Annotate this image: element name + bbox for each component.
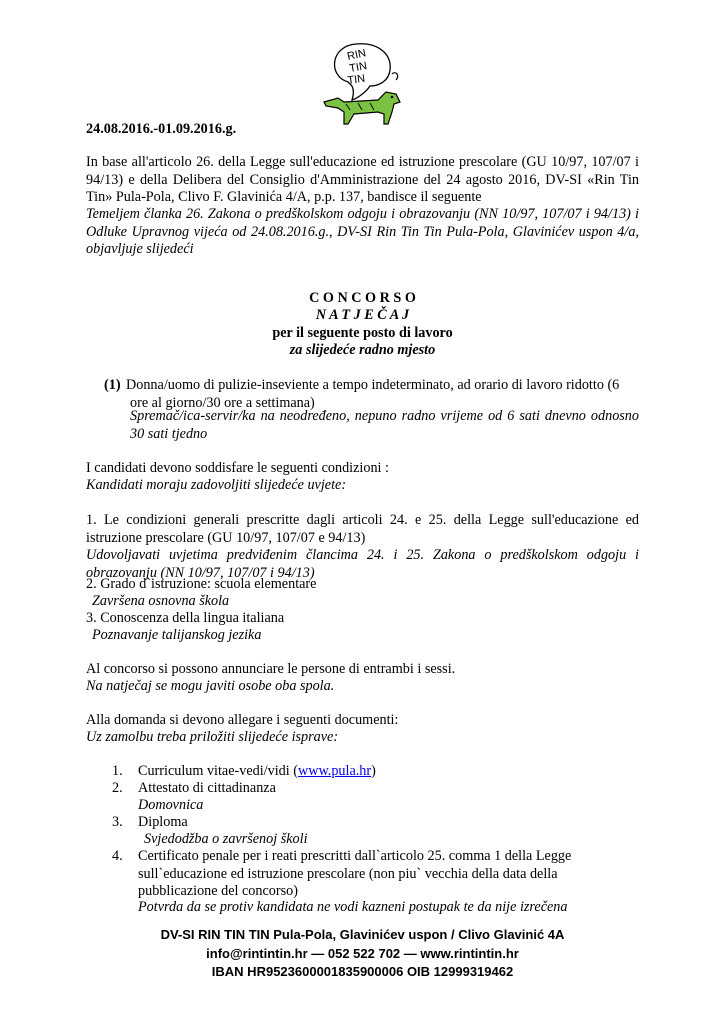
- condition-2-croatian: Završena osnovna škola: [92, 593, 230, 609]
- footer-bank-info: IBAN HR9523600001835900006 OIB 12999319462: [211, 964, 514, 979]
- gender-note-italian: Al concorso si possono annunciare le persone di entrambi i sessi.: [86, 661, 456, 677]
- conditions-intro-croatian: Kandidati moraju zadovoljiti slijedeće uvjete:: [86, 477, 347, 493]
- logo-text-1: RIN: [346, 47, 368, 63]
- date-range: 24.08.2016.-01.09.2016.g.: [86, 121, 237, 137]
- document-2-number: 2.: [112, 780, 123, 796]
- condition-1-croatian: Udovoljavati uvjetima predviđenim člancima 24. i 25. Zakona o predškolskom odgoju i obrazovanju (NN 10/97, 107/07 i 94/13): [86, 547, 639, 581]
- subtitle-croatian: za slijedeće radno mjesto: [289, 342, 436, 358]
- documents-intro-croatian: Uz zamolbu treba priložiti slijedeće isprave:: [86, 729, 339, 745]
- condition-3-italian: 3. Conoscenza della lingua italiana: [86, 610, 285, 626]
- document-4-number: 4.: [112, 848, 123, 864]
- subtitle-italian: per il seguente posto di lavoro: [272, 325, 453, 341]
- conditions-intro-italian: I candidati devono soddisfare le seguenti condizioni :: [86, 460, 389, 476]
- logo-text-3: TIN: [346, 72, 366, 87]
- gender-note-croatian: Na natječaj se mogu javiti osobe oba spola.: [86, 678, 335, 694]
- document-3-italian: Diploma: [138, 814, 188, 830]
- pula-link[interactable]: www.pula.hr: [297, 763, 372, 779]
- footer-contacts: info@rintintin.hr — 052 522 702 — www.rintintin.hr: [206, 946, 519, 961]
- title-natjecaj: N A T J E Č A J: [315, 307, 410, 323]
- document-4-italian: Certificato penale per i reati prescritti dall`articolo 25. comma 1 della Legge sull`educazione ed istruzione prescolare (non piu` vecchia della data della pubblicazione del concorso): [138, 848, 572, 899]
- position-number: (1): [104, 377, 121, 393]
- condition-2-italian: 2. Grado d`istruzione: scuola elementare: [86, 576, 317, 592]
- document-3-number: 3.: [112, 814, 123, 830]
- document-1-item: [138, 763, 376, 781]
- title-concorso: C O N C O R S O: [309, 290, 416, 306]
- document-2-italian: Attestato di cittadinanza: [138, 780, 276, 796]
- documents-intro-italian: Alla domanda si devono allegare i seguenti documenti:: [86, 712, 399, 728]
- condition-1-italian: 1. Le condizioni generali prescritte dagli articoli 24. e 25. della Legge sull'educazione ed istruzione prescolare (GU 10/97, 107/07 e 94/13): [86, 512, 639, 546]
- rin-tin-tin-logo: [318, 40, 414, 132]
- document-2-croatian: Domovnica: [138, 797, 204, 813]
- document-3-croatian: Svjedodžba o završenoj školi: [144, 831, 308, 847]
- document-1-number: 1.: [112, 763, 123, 779]
- document-1-close: ): [371, 763, 376, 779]
- intro-croatian: Temeljem članka 26. Zakona o predškolskom odgoju i obrazovanju (NN 10/97, 107/07 i 94/13) i Odluke Upravnog vijeća od 24.08.2016.g., DV-SI Rin Tin Tin Pula-Pola, Glavinićev uspon 4/a, objavljuje slijedeći: [86, 206, 639, 257]
- position-croatian: Spremač/ica-servir/ka na neodređeno, nepuno radno vrijeme od 6 sati dnevno odnosno 30 sati tjedno: [130, 408, 639, 442]
- document-1-text: Curriculum vitae-vedi/vidi (: [138, 763, 298, 779]
- footer-address: DV-SI RIN TIN TIN Pula-Pola, Glavinićev uspon / Clivo Glavinić 4A: [160, 927, 565, 942]
- logo-text-2: TIN: [348, 60, 368, 75]
- document-4-croatian: Potvrda da se protiv kandidata ne vodi kazneni postupak te da nije izrečena: [138, 899, 568, 915]
- dog-logo-icon: [318, 40, 414, 132]
- condition-3-croatian: Poznavanje talijanskog jezika: [92, 627, 262, 643]
- intro-italian: In base all'articolo 26. della Legge sull'educazione ed istruzione prescolare (GU 10/97, 107/07 i 94/13) e della Delibera del Consiglio d'Amministrazione del 24 agosto 2016, DV-SI «Rin Tin Tin» Pula-Pola, Clivo F. Glavinića 4/A, p.p. 137, bandisce il seguente: [86, 154, 639, 205]
- position-italian: Donna/uomo di pulizie-inseviente a tempo indeterminato, ad orario di lavoro ridotto (6 ore al giorno/30 ore a settimana): [126, 377, 620, 411]
